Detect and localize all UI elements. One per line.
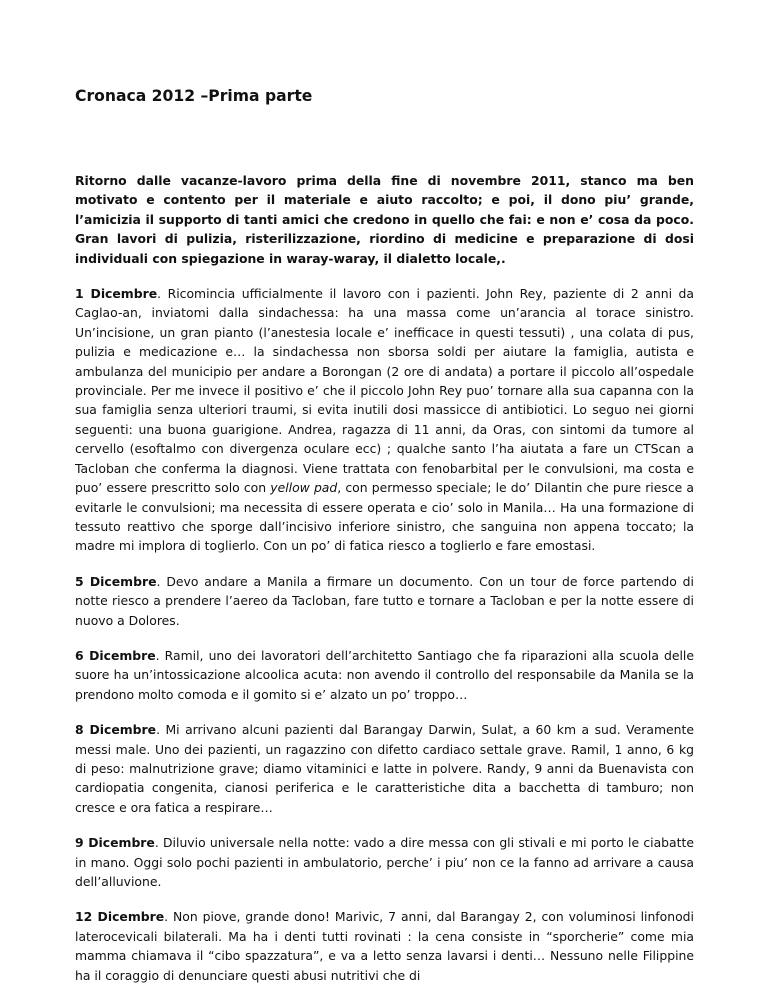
entry-text: . Ricomincia ufficialmente il lavoro con i pazienti. John Rey, paziente di 2 anni da Caglao-an, inviatomi dalla sindachessa: ha una massa come un’arancia al torace sinistro. Un’incisione, un gran pianto (l’anestesia locale e’ inefficace in questi tessuti) , una colata di pus, pulizia e medicazione e… la sindachessa non sborsa soldi per aiutare la famiglia, autista e ambulanza del municipio per andare a Borongan (2 ore di andata) a portare il piccolo all’ospedale provinciale. Per me invece il positivo e’ che il piccolo John Rey puo’ tornare alla sua capanna con la sua famiglia senza ulteriori traumi, si evita inutili dosi massicce di antibiotici. Lo seguo nei giorni seguenti: una buona guarigione. Andrea, ragazza di 11 anni, da Oras, con sintomi da tumore al cervello (esoftalmo con divergenza oculare ecc) ; qualche santo l’ha aiutata a fare un CTScan a Tacloban che conferma la diagnosi. Viene trattata con fenobarbital per le convulsioni, ma costa e puo’ essere prescritto solo con: [75, 286, 694, 496]
entry-text: . Non piove, grande dono! Marivic, 7 anni, dal Barangay 2, con voluminosi linfonodi laterocevicali bilaterali. Ma ha i denti tutti rovinati : la cena consiste in “sporcherie” come mia mamma chiamava il “cibo spazzatura”, e va a letto senza lavarsi i denti… Nessuno nelle Filippine ha il coraggio di denunciare questi abusi nutritivi che di: [75, 909, 694, 983]
entry-text-continued: , con permesso speciale; le do’ Dilantin che pure riesce a evitarle le convulsioni; ma necessita di essere operata e cio’ solo in Manila… Ha una formazione di tessuto reattivo che sporge dall’incisivo inferiore sinistro, che sanguina non appena toccato; la madre mi implora di toglierlo. Con un po’ di fatica riesco a toglierlo e fare emostasi.: [75, 480, 694, 554]
entry-text: . Ramil, uno dei lavoratori dell’architetto Santiago che fa riparazioni alla scuola delle suore ha un’intossicazione alcoolica acuta: non avendo il controllo del responsabile da Manila se la prendono molto comoda e il gomito si e’ alzato un po’ troppo…: [75, 647, 695, 702]
page-title: Cronaca 2012 –Prima parte: [75, 87, 313, 105]
entry-text: . Mi arrivano alcuni pazienti dal Barangay Darwin, Sulat, a 60 km a sud. Veramente messi male. Uno dei pazienti, un ragazzino con difetto cardiaco settale grave. Ramil, 1 anno, 6 kg di peso: malnutrizione grave; diamo vitaminici e latte in polvere. Randy, 9 anni da Buenavista con cardiopatia congenita, cianosi periferica e le caratteristiche dita a bacchetta di tamburo; non cresce e ora fatica a respirare…: [75, 722, 695, 815]
diary-entry-1-dicembre: [75, 284, 694, 556]
intro-paragraph: Ritorno dalle vacanze-lavoro prima della fine di novembre 2011, stanco ma ben motivato e contento per il materiale e aiuto raccolto; e poi, il dono piu’ grande, l’amicizia il supporto di tanti amici che credono in quello che fai: e non e’ cosa da poco. Gran lavori di pulizia, risterilizzazione, riordino di medicine e preparazione di dosi individuali con spiegazione in waray-waray, il dialetto locale,.: [75, 173, 694, 266]
entry-date: 9 Dicembre: [75, 835, 155, 851]
diary-entry-9-dicembre: [75, 833, 694, 891]
entry-date: 12 Dicembre: [75, 909, 165, 925]
entry-date: 1 Dicembre: [75, 286, 158, 302]
diary-entry-8-dicembre: [75, 720, 694, 817]
diary-entry-5-dicembre: [75, 572, 694, 630]
entry-date: 5 Dicembre: [75, 573, 157, 589]
diary-entry-12-dicembre: [75, 907, 694, 985]
entry-italic-term: yellow pad: [270, 480, 338, 496]
entry-date: 8 Dicembre: [75, 722, 157, 738]
diary-entry-6-dicembre: [75, 646, 694, 704]
entry-date: 6 Dicembre: [75, 647, 156, 663]
entry-text: . Diluvio universale nella notte: vado a dire messa con gli stivali e mi porto le ciabatte in mano. Oggi solo pochi pazienti in ambulatorio, perche’ i piu’ non ce la fanno ad arrivare a causa dell’alluvione.: [75, 835, 694, 889]
entry-text: . Devo andare a Manila a firmare un documento. Con un tour de force partendo di notte riesco a prendere l’aereo da Tacloban, fare tutto e tornare a Tacloban e per la notte essere di nuovo a Dolores.: [75, 573, 694, 628]
